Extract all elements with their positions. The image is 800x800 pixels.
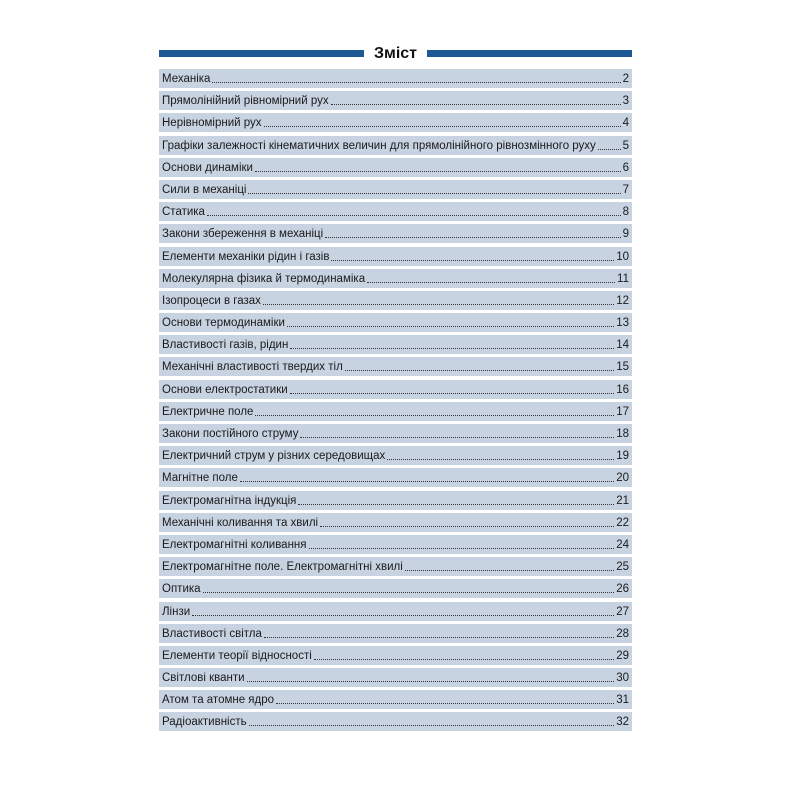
toc-entry-page-number: 6 [622, 161, 629, 174]
dot-leader [264, 637, 614, 638]
toc-entry[interactable] [159, 602, 632, 621]
toc-entry[interactable] [159, 446, 632, 465]
toc-entry[interactable] [159, 180, 632, 199]
toc-entry-page-number: 19 [616, 450, 629, 463]
toc-entry-label: Механіка [162, 73, 211, 85]
dot-leader [367, 282, 615, 283]
dot-leader [331, 104, 621, 105]
toc-entry-page-number: 3 [622, 95, 629, 108]
dot-leader [290, 348, 614, 349]
toc-entry-page-number: 9 [622, 228, 629, 241]
toc-entry-page-number: 12 [616, 294, 629, 307]
toc-entry[interactable] [159, 557, 632, 576]
toc-entry[interactable] [159, 424, 632, 443]
toc-entry-label: Електромагнітна індукція [162, 494, 297, 507]
dot-leader [207, 215, 621, 216]
toc-entry[interactable] [159, 491, 632, 510]
toc-header [159, 44, 632, 64]
toc-entry-label: Основи динаміки [162, 161, 253, 174]
toc-entry-label: Основи термодинаміки [162, 317, 285, 330]
toc-entry[interactable] [159, 247, 632, 266]
toc-entry[interactable] [159, 202, 632, 221]
toc-entry-page-number: 28 [616, 627, 629, 640]
toc-entry-label: Основи електростатики [162, 383, 288, 396]
toc-entry-label: Магнітне поле [162, 472, 238, 485]
toc-entry-label: Елементи теорії відносності [162, 649, 312, 662]
toc-entry[interactable] [159, 136, 632, 155]
toc-entry[interactable] [159, 624, 632, 643]
dot-leader [203, 592, 615, 593]
toc-entry-label: Радіоактивність [162, 716, 247, 729]
dot-leader [405, 570, 614, 571]
toc-entry[interactable] [159, 158, 632, 177]
dot-leader [263, 304, 614, 305]
dot-leader [255, 415, 614, 416]
toc-entry-label: Закони збереження в механіці [162, 228, 324, 241]
toc-entry-label: Електричне поле [162, 405, 254, 418]
dot-leader [192, 615, 614, 616]
toc-entry[interactable] [159, 291, 632, 310]
toc-entry-page-number: 26 [616, 583, 629, 596]
toc-entry[interactable] [159, 513, 632, 532]
toc-entry-label: Механічні властивості твердих тіл [162, 361, 343, 374]
dot-leader [300, 437, 614, 438]
dot-leader [314, 659, 614, 660]
toc-entry-page-number: 31 [616, 694, 629, 707]
toc-entry[interactable] [159, 357, 632, 376]
toc-entry[interactable] [159, 668, 632, 687]
dot-leader [309, 548, 615, 549]
toc-entry[interactable] [159, 380, 632, 399]
toc-entry-page-number: 24 [616, 538, 629, 551]
toc-entry[interactable] [159, 402, 632, 421]
header-bar-right [427, 50, 632, 57]
toc-entry[interactable] [159, 535, 632, 554]
toc-entry-label: Прямолінійний рівномірний рух [162, 95, 329, 108]
toc-entry-label: Сили в механіці [162, 183, 247, 196]
toc-entry-page-number: 13 [616, 317, 629, 330]
toc-entry-page-number: 2 [622, 73, 629, 85]
toc-entry-label: Елементи механіки рідин і газів [162, 250, 330, 263]
dot-leader [290, 393, 615, 394]
page-title: Зміст [373, 45, 418, 62]
toc-entry-label: Атом та атомне ядро [162, 694, 275, 707]
toc-entry-label: Молекулярна фізика й термодинаміка [162, 272, 366, 285]
toc-entry[interactable] [159, 69, 632, 88]
dot-leader [264, 126, 621, 127]
toc-entry-page-number: 25 [616, 561, 629, 574]
toc-entry-page-number: 7 [622, 183, 629, 196]
dot-leader [240, 481, 614, 482]
toc-entry-page-number: 18 [616, 428, 629, 440]
toc-entry-label: Електромагнітне поле. Електромагнітні хвилі [162, 561, 403, 574]
table-of-contents [159, 69, 632, 735]
dot-leader [320, 526, 614, 527]
toc-entry-page-number: 4 [622, 117, 629, 130]
dot-leader [287, 326, 614, 327]
dot-leader [249, 725, 615, 726]
toc-entry-label: Електромагнітні коливання [162, 538, 307, 551]
dot-leader [212, 82, 620, 83]
toc-entry-label: Електричний струм у різних середовищах [162, 450, 386, 463]
toc-entry-page-number: 8 [622, 206, 629, 219]
toc-entry-page-number: 16 [616, 383, 629, 396]
toc-entry-label: Світлові кванти [162, 672, 245, 685]
toc-entry-label: Закони постійного струму [162, 428, 299, 440]
dot-leader [598, 149, 621, 150]
dot-leader [325, 237, 620, 238]
toc-entry-page-number: 30 [616, 672, 629, 685]
toc-entry[interactable] [159, 646, 632, 665]
toc-entry-label: Властивості газів, рідин [162, 339, 289, 352]
dot-leader [345, 370, 614, 371]
toc-entry-page-number: 27 [616, 605, 629, 618]
toc-entry-page-number: 10 [616, 250, 629, 263]
toc-entry[interactable] [159, 313, 632, 332]
toc-entry[interactable] [159, 579, 632, 598]
toc-entry-label: Статика [162, 206, 205, 219]
toc-entry-label: Лінзи [162, 605, 191, 618]
dot-leader [248, 193, 620, 194]
toc-entry-page-number: 14 [616, 339, 629, 352]
toc-entry-page-number: 29 [616, 649, 629, 662]
toc-entry-page-number: 21 [616, 494, 629, 507]
toc-entry[interactable] [159, 91, 632, 110]
toc-entry[interactable] [159, 113, 632, 132]
toc-entry-page-number: 15 [616, 361, 629, 374]
toc-entry-label: Механічні коливання та хвилі [162, 516, 319, 529]
toc-entry-label: Ізопроцеси в газах [162, 294, 261, 307]
toc-entry-page-number: 17 [616, 405, 629, 418]
dot-leader [331, 260, 614, 261]
toc-entry-page-number: 22 [616, 516, 629, 529]
toc-entry-page-number: 5 [622, 139, 629, 152]
toc-entry[interactable] [159, 690, 632, 709]
toc-entry-label: Властивості світла [162, 627, 262, 640]
toc-entry-label: Оптика [162, 583, 201, 596]
dot-leader [387, 459, 614, 460]
toc-entry[interactable] [159, 712, 632, 731]
toc-entry[interactable] [159, 468, 632, 487]
toc-entry-label: Графіки залежності кінематичних величин для прямолінійного рівнозмінного руху [162, 139, 596, 152]
toc-entry[interactable] [159, 269, 632, 288]
dot-leader [247, 681, 615, 682]
dot-leader [255, 171, 621, 172]
toc-entry-page-number: 20 [616, 472, 629, 485]
dot-leader [298, 504, 614, 505]
toc-entry-label: Нерівномірний рух [162, 117, 262, 130]
toc-entry[interactable] [159, 335, 632, 354]
toc-entry-page-number: 32 [616, 716, 629, 729]
toc-entry-page-number: 11 [617, 272, 629, 285]
toc-entry[interactable] [159, 224, 632, 243]
dot-leader [276, 703, 614, 704]
